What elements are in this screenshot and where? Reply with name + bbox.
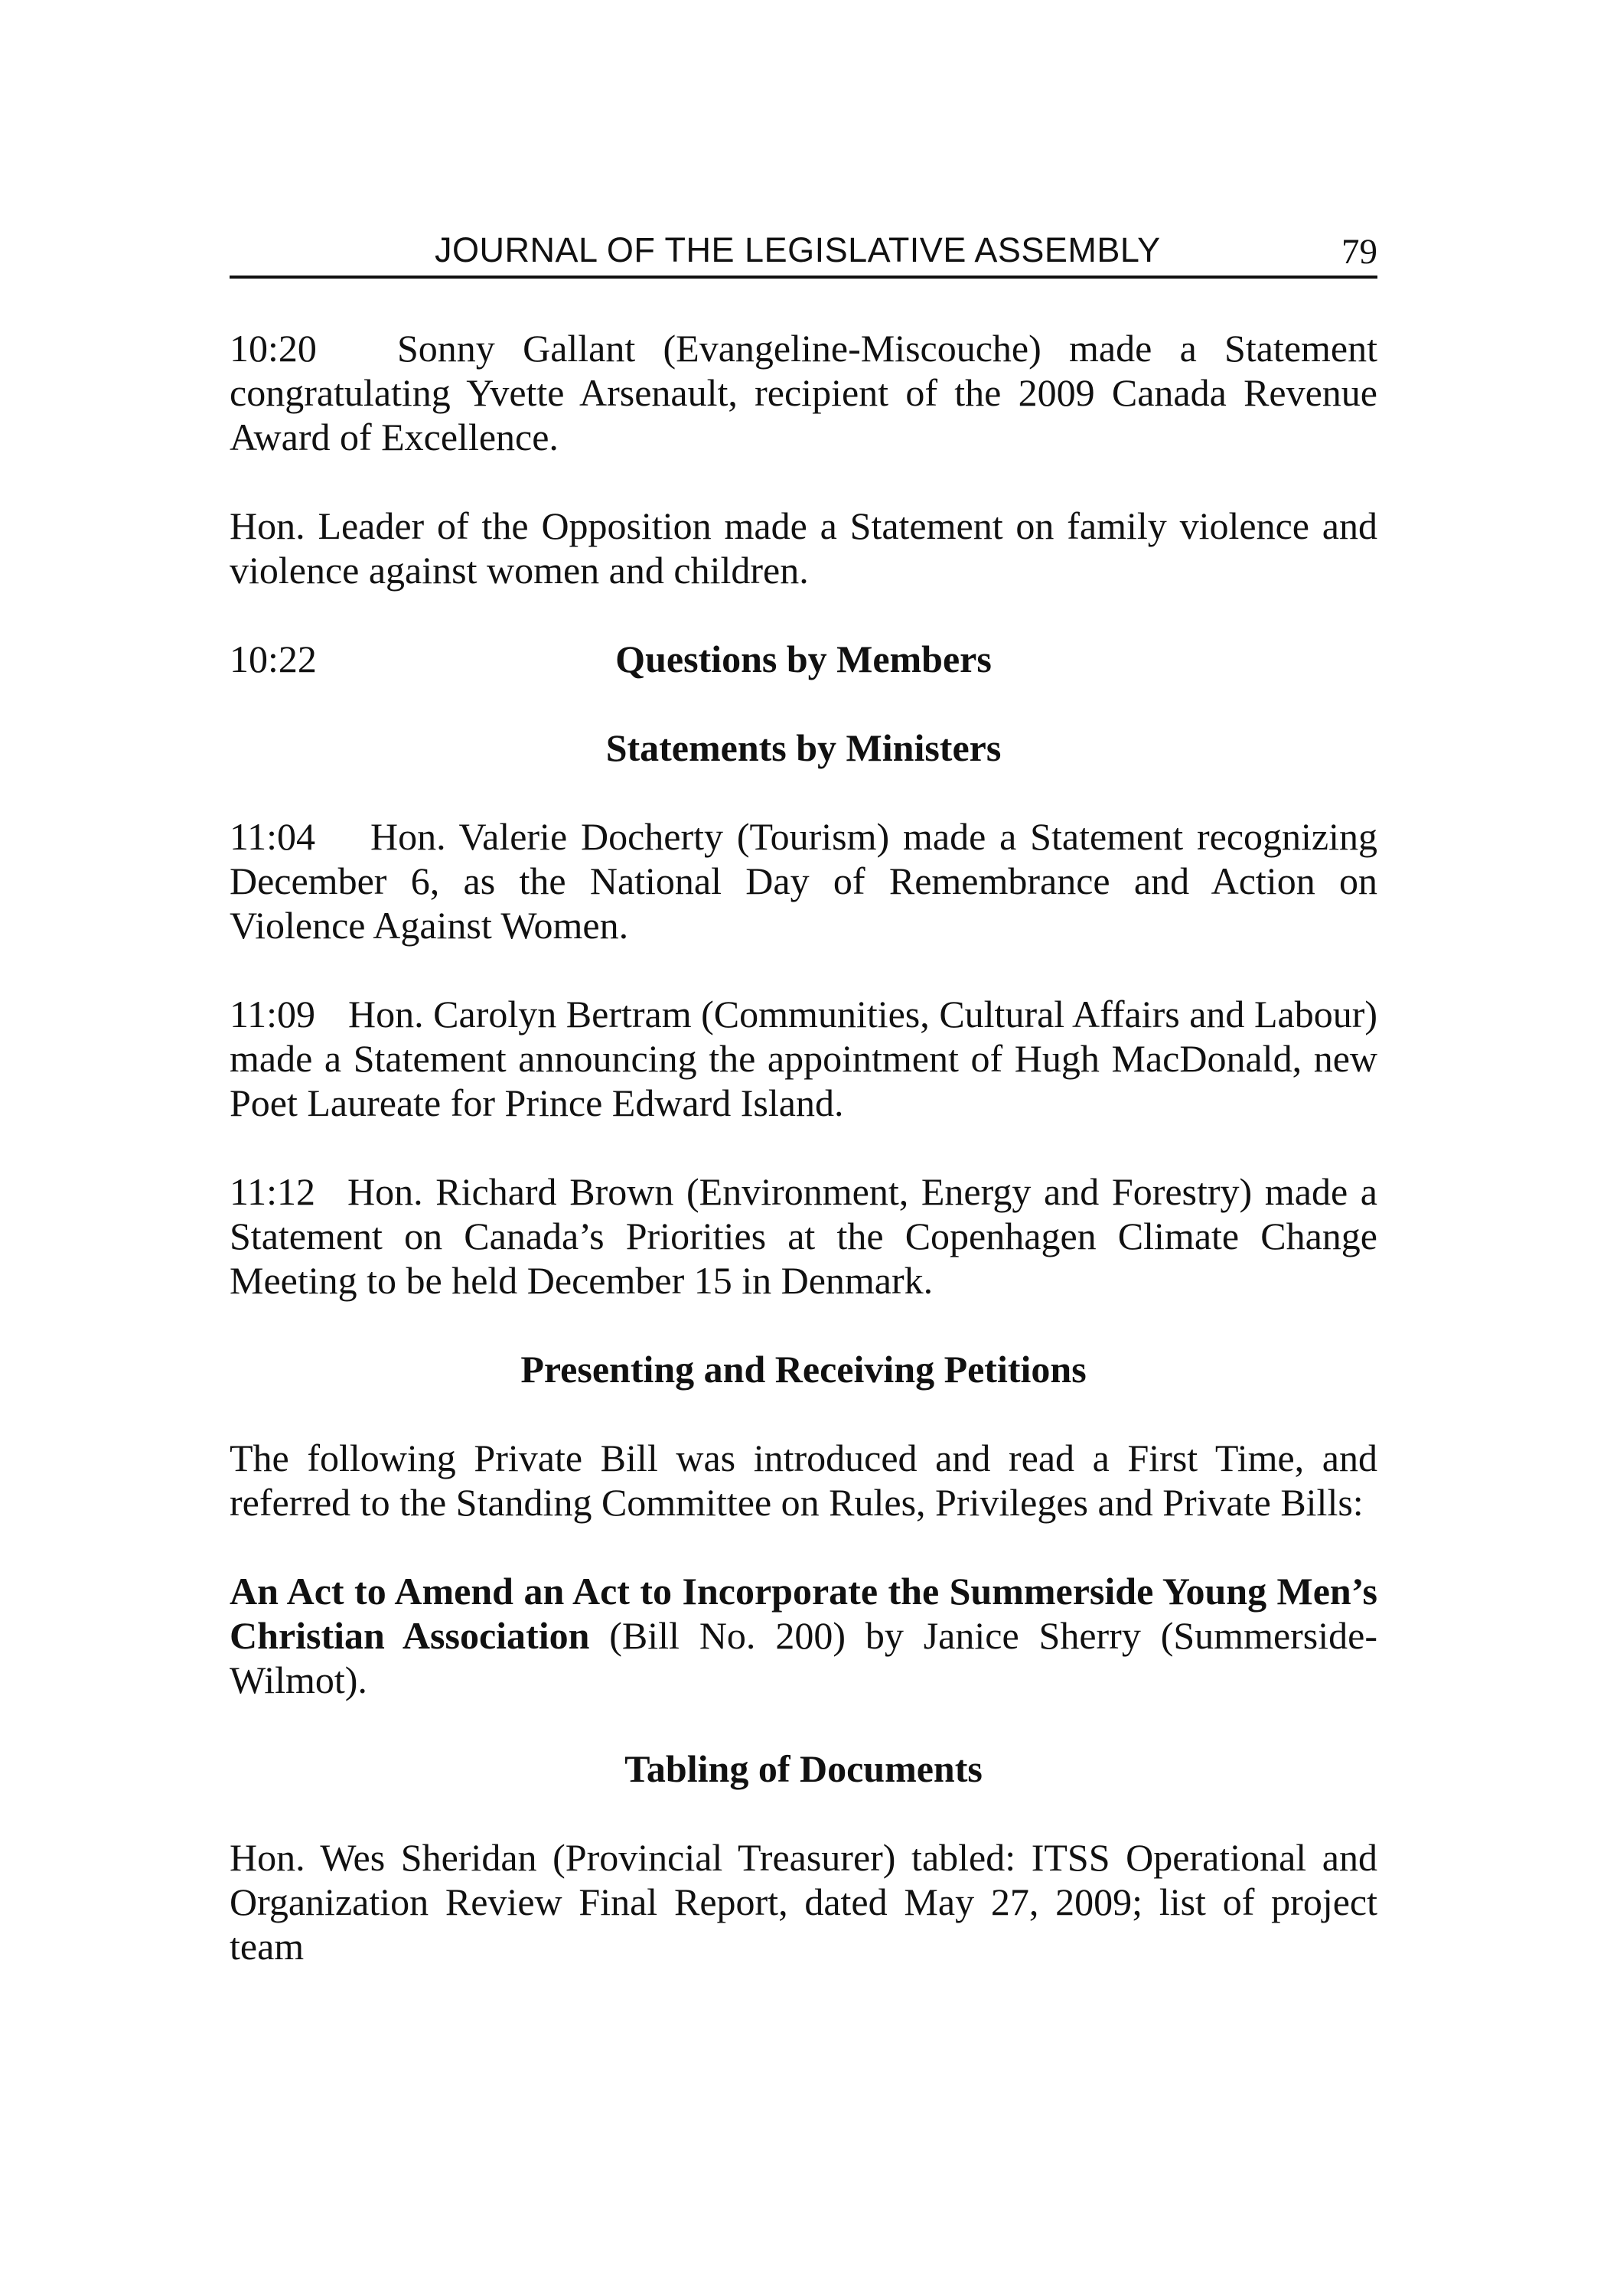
running-header (230, 228, 1377, 279)
bill-title: An Act to Amend an Act to Incorporate the Summerside Young Men’s Christian Association (230, 1570, 1377, 1657)
bill-200-entry (230, 1569, 1377, 1702)
brown-statement (230, 1169, 1377, 1303)
tabling-heading: Tabling of Documents (624, 1747, 983, 1790)
journal-title: JOURNAL OF THE LEGISLATIVE ASSEMBLY (435, 230, 1161, 269)
entry-time: 10:20 (230, 327, 317, 370)
entry-time: 11:04 (230, 815, 316, 858)
journal-page (230, 228, 1377, 1968)
bertram-statement (230, 992, 1377, 1125)
entry-time: 11:09 (230, 993, 316, 1035)
entry-text: Hon. Valerie Docherty (Tourism) made a Statement recognizing December 6, as the National Day of Remembrance and Action on Violence Against Women. (230, 815, 1377, 947)
entry-text: Hon. Richard Brown (Environment, Energy and Forestry) made a Statement on Canada’s Priorities at the Copenhagen Climate Change Meeting to be held December 15 in Denmark. (230, 1170, 1377, 1302)
page-number: 79 (1341, 232, 1377, 272)
entry-text: Hon. Carolyn Bertram (Communities, Cultural Affairs and Labour) made a Statement announcing the appointment of Hugh MacDonald, new Poet Laureate for Prince Edward Island. (230, 993, 1377, 1124)
private-bill-intro: The following Private Bill was introduced and read a First Time, and referred to the Standing Committee on Rules, Privileges and Private Bills: (230, 1437, 1377, 1524)
entry-time: 11:12 (230, 1170, 316, 1213)
questions-row (230, 637, 1377, 681)
journal-content (230, 326, 1377, 1968)
opposition-statement: Hon. Leader of the Opposition made a Statement on family violence and violence against women and children. (230, 504, 1377, 592)
statements-heading: Statements by Ministers (605, 726, 1002, 769)
questions-heading: Questions by Members (615, 638, 992, 680)
docherty-statement (230, 814, 1377, 947)
bill-details: (Bill No. 200) by Janice Sherry (Summerside-Wilmot). (230, 1614, 1377, 1701)
petitions-heading: Presenting and Receiving Petitions (520, 1348, 1087, 1391)
entry-text: Sonny Gallant (Evangeline-Miscouche) made a Statement congratulating Yvette Arsenault, recipient of the 2009 Canada Revenue Award of Excellence. (230, 327, 1377, 458)
gallant-statement (230, 326, 1377, 459)
sheridan-tabling: Hon. Wes Sheridan (Provincial Treasurer) tabled: ITSS Operational and Organization Review Final Report, dated May 27, 2009; list of project team (230, 1836, 1377, 1968)
entry-time: 10:22 (230, 638, 317, 680)
